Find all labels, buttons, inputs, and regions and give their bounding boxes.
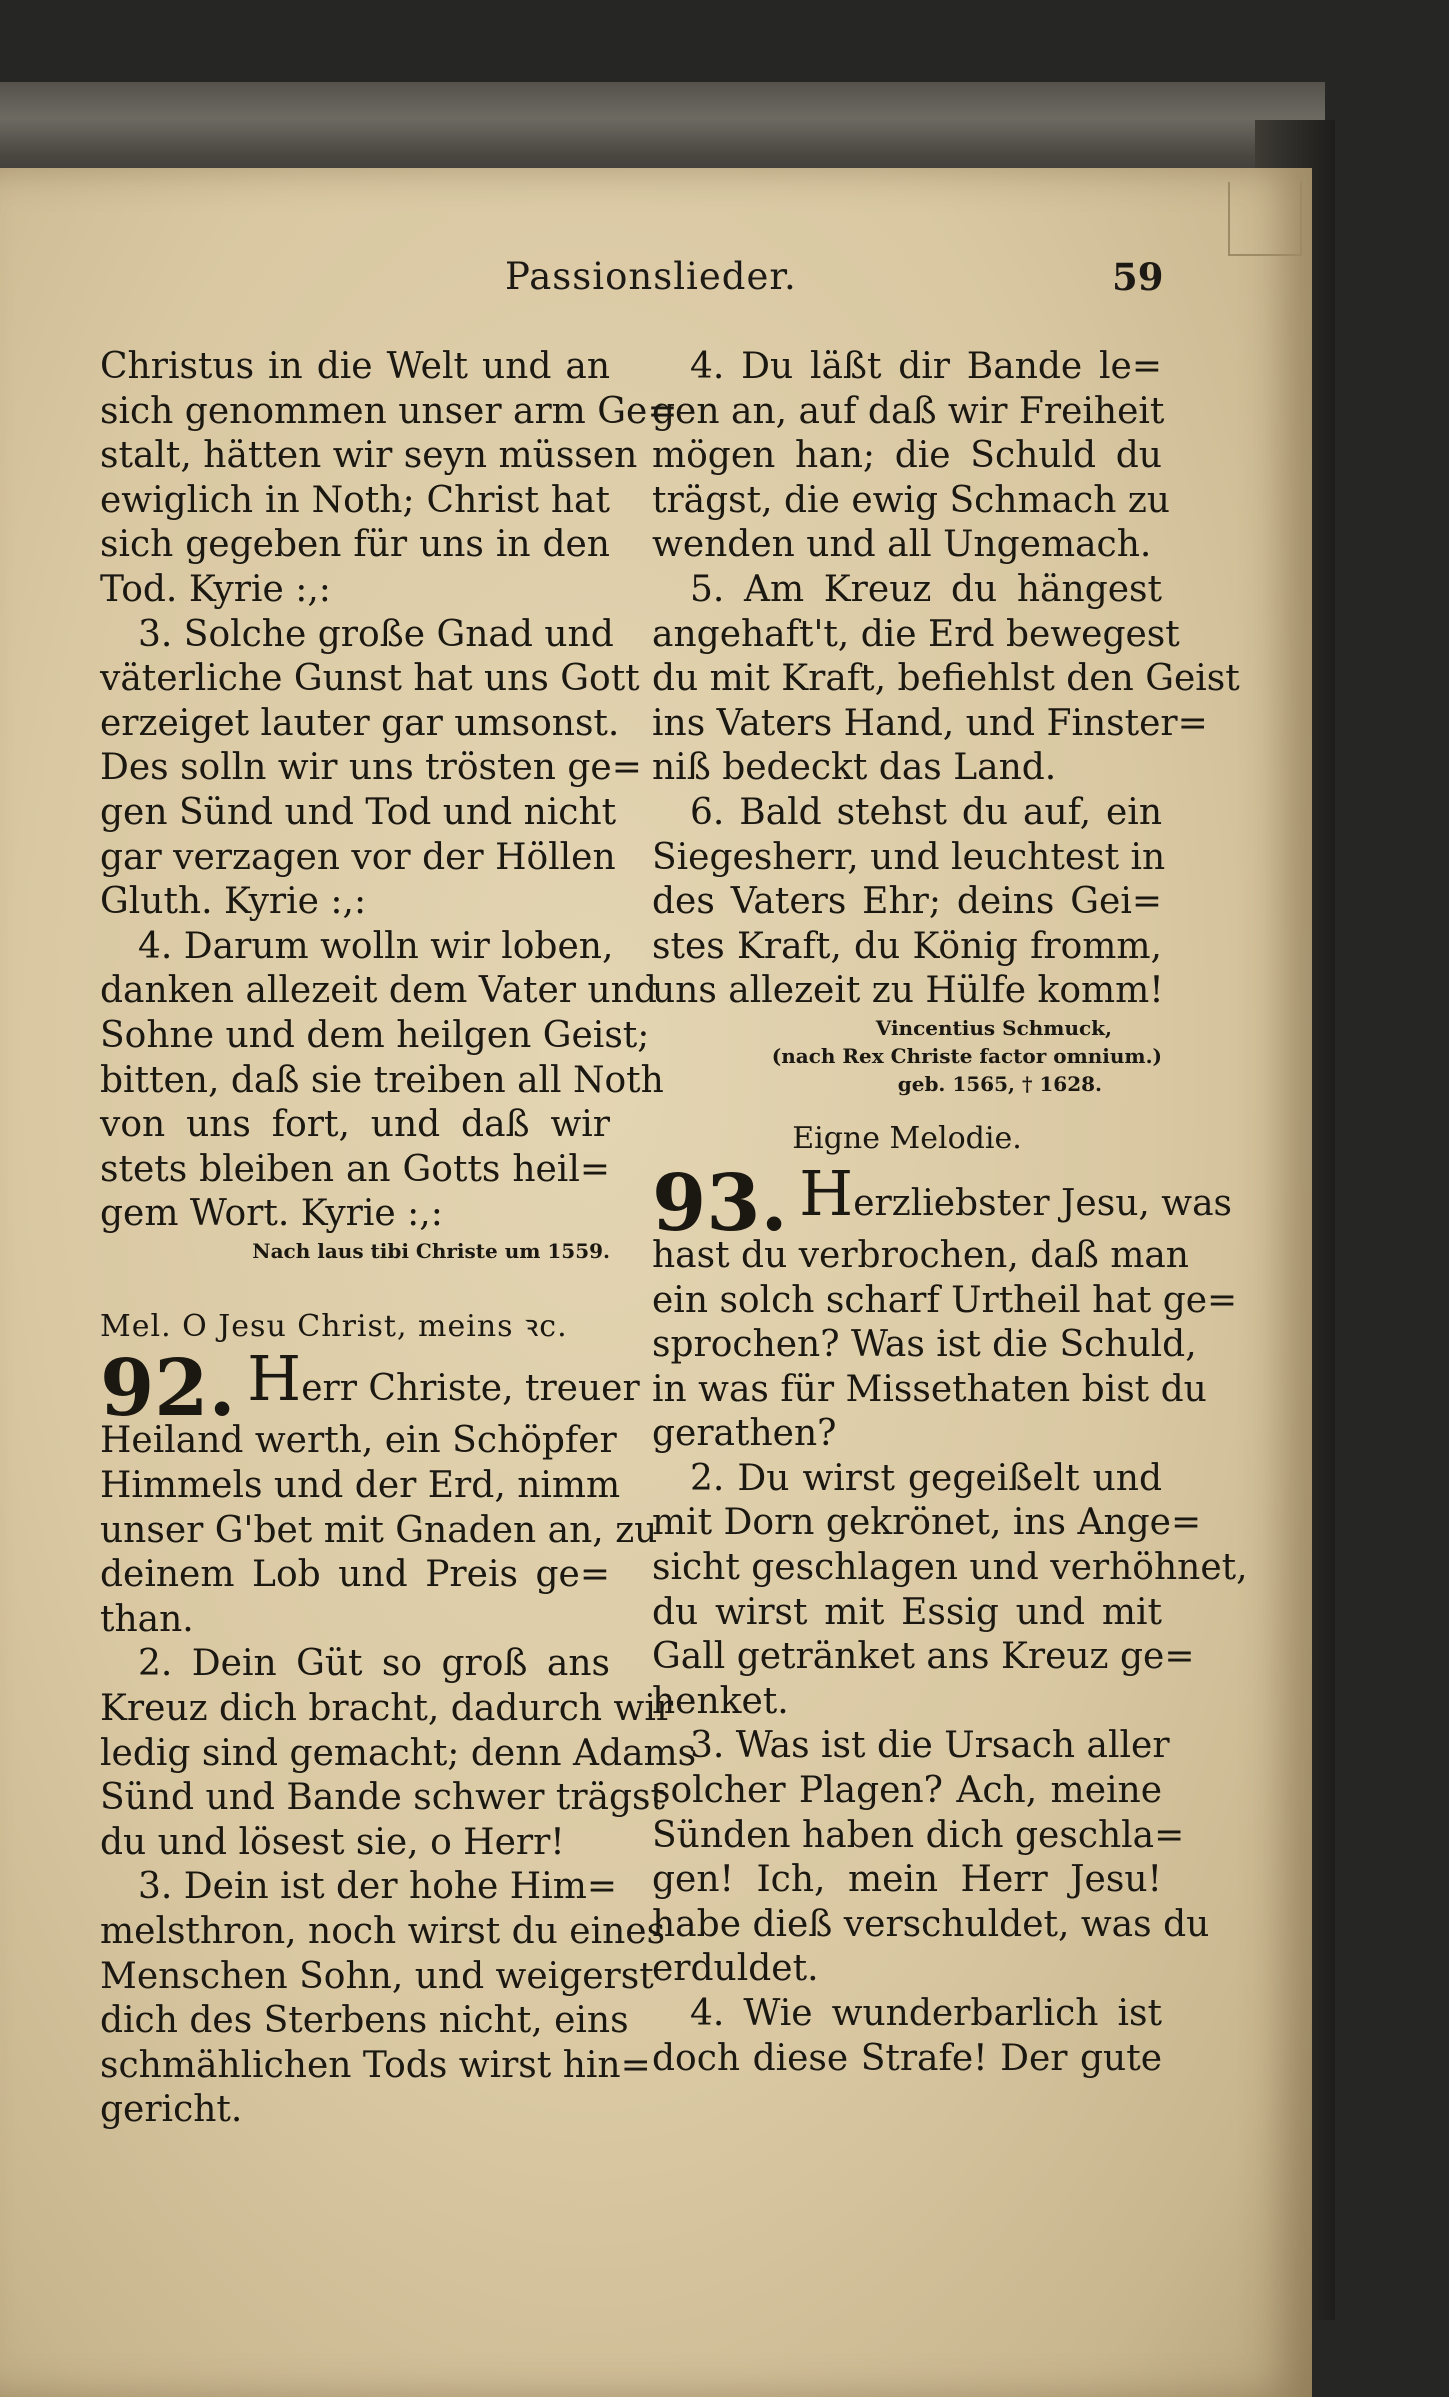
text-line: mögen han; die Schuld du xyxy=(652,435,1162,477)
drop-cap: H xyxy=(799,1156,854,1230)
text-line: ewiglich in Noth; Christ hat xyxy=(100,479,610,521)
text-line: Tod. Kyrie :,: xyxy=(100,568,331,610)
text-line: habe dieß verschuldet, was du xyxy=(652,1903,1210,1945)
text-line: gerathen? xyxy=(652,1413,837,1455)
hymn-first-line xyxy=(100,1342,640,1435)
drop-cap: H xyxy=(247,1342,302,1416)
text-line: Sünden haben dich geschla= xyxy=(652,1814,1185,1856)
text-line: stalt, hätten wir seyn müssen xyxy=(100,435,638,477)
hymn-first-line xyxy=(652,1156,1233,1249)
text-line: dich des Sterbens nicht, eins xyxy=(100,2000,629,2042)
text-line: uns allezeit zu Hülfe komm! xyxy=(652,970,1164,1012)
text-line: des Vaters Ehr; deins Gei= xyxy=(652,881,1162,923)
verse-start: 3. Solche große Gnad und xyxy=(138,613,614,655)
text-line: du wirst mit Essig und mit xyxy=(652,1591,1162,1633)
text-line: melsthron, noch wirst du eines xyxy=(100,1911,666,1952)
text-line: sich gegeben für uns in den xyxy=(100,524,610,566)
melody-reference: Mel. O Jesu Christ, meins ꝛc. xyxy=(100,1308,568,1344)
page-number: 59 xyxy=(1112,255,1164,299)
verse-start: 4. Du läßt dir Bande le= xyxy=(690,346,1162,387)
text-line: väterliche Gunst hat uns Gott xyxy=(100,658,640,700)
text-line: Kreuz dich bracht, dadurch wir xyxy=(100,1688,674,1730)
text-line: angehaft't, die Erd bewegest xyxy=(652,613,1180,655)
text-line: stets bleiben an Gotts heil= xyxy=(100,1148,610,1190)
hymn-number: 93. xyxy=(652,1157,788,1249)
text-line: wenden und all Ungemach. xyxy=(652,524,1152,566)
text-line: niß bedeckt das Land. xyxy=(652,747,1057,789)
text-line: henket. xyxy=(652,1680,789,1722)
text-line: gen Sünd und Tod und nicht xyxy=(100,791,617,833)
text-line: Gluth. Kyrie :,: xyxy=(100,881,367,923)
text-line: mit Dorn gekrönet, ins Ange= xyxy=(652,1502,1202,1544)
text-line: in was für Missethaten bist du xyxy=(652,1368,1207,1410)
text-line: hast du verbrochen, daß man xyxy=(652,1234,1189,1276)
running-title: Passionslieder. xyxy=(505,255,797,298)
text-line: ins Vaters Hand, und Finster= xyxy=(652,702,1208,744)
text-line: sicht geschlagen und verhöhnet, xyxy=(652,1547,1248,1589)
verse-start: 6. Bald stehst du auf, ein xyxy=(690,791,1162,833)
text-line: gen an, auf daß wir Freiheit xyxy=(652,390,1165,432)
text-line: deinem Lob und Preis ge= xyxy=(100,1554,610,1596)
verse-start: 2. Dein Güt so groß ans xyxy=(138,1643,610,1685)
verse-start: 3. Dein ist der hohe Him= xyxy=(138,1866,618,1908)
text-line: Heiland werth, ein Schöpfer xyxy=(100,1420,617,1462)
text-line: du und lösest sie, o Herr! xyxy=(100,1821,565,1863)
text-line: von uns fort, und daß wir xyxy=(100,1104,610,1146)
text-line: Sünd und Bande schwer trägst xyxy=(100,1777,665,1819)
verse-start: 4. Darum wolln wir loben, xyxy=(138,925,614,967)
melody-label: Eigne Melodie. xyxy=(792,1120,1022,1156)
text-line: Himmels und der Erd, nimm xyxy=(100,1465,621,1507)
text-line: Sohne und dem heilgen Geist; xyxy=(100,1014,650,1056)
author-dates: geb. 1565, † 1628. xyxy=(897,1071,1102,1096)
text-line: gem Wort. Kyrie :,: xyxy=(100,1193,443,1235)
verse-start: 5. Am Kreuz du hängest xyxy=(690,568,1162,610)
text-line: danken allezeit dem Vater und xyxy=(100,970,657,1012)
text-line: du mit Kraft, befiehlst den Geist xyxy=(652,658,1240,700)
text-line: sich genommen unser arm Ge= xyxy=(100,390,678,432)
page-header xyxy=(0,255,1312,315)
text-line: schmählichen Tods wirst hin= xyxy=(100,2044,651,2086)
verse-start: 4. Wie wunderbarlich ist xyxy=(690,1993,1162,2034)
hymn-source: Nach laus tibi Christe um 1559. xyxy=(252,1238,610,1263)
text-line: erzeiget lauter gar umsonst. xyxy=(100,702,620,744)
text-line: Menschen Sohn, und weigerst xyxy=(100,1955,654,1997)
text-line: ledig sind gemacht; denn Adams xyxy=(100,1732,697,1774)
verse-start: 2. Du wirst gegeißelt und xyxy=(690,1457,1162,1499)
text-line: erduldet. xyxy=(652,1948,819,1990)
text-line: trägst, die ewig Schmach zu xyxy=(652,479,1170,521)
author-name: Vincentius Schmuck, xyxy=(875,1015,1112,1040)
text-line: gericht. xyxy=(100,2089,243,2131)
text-line: Gall getränket ans Kreuz ge= xyxy=(652,1636,1195,1678)
text-line: sprochen? Was ist die Schuld, xyxy=(652,1324,1197,1366)
text-line: solcher Plagen? Ach, meine xyxy=(652,1770,1162,1812)
left-column xyxy=(100,345,697,2133)
right-column xyxy=(652,345,1248,2081)
first-line-text: erzliebster Jesu, was xyxy=(853,1182,1233,1224)
text-line: Siegesherr, und leuchtest in xyxy=(652,836,1166,878)
text-line: gen! Ich, mein Herr Jesu! xyxy=(652,1859,1162,1901)
text-line: than. xyxy=(100,1598,194,1640)
page-corner-fold xyxy=(1228,182,1302,256)
text-line: unser G'bet mit Gnaden an, zu xyxy=(100,1509,658,1551)
source-note: (nach Rex Christe factor omnium.) xyxy=(771,1043,1162,1068)
text-line: stes Kraft, du König fromm, xyxy=(652,925,1162,967)
text-line: ein solch scharf Urtheil hat ge= xyxy=(652,1279,1238,1321)
text-line: doch diese Strafe! Der gute xyxy=(652,2037,1162,2079)
text-line: gar verzagen vor der Höllen xyxy=(100,836,616,878)
first-line-text: err Christe, treuer xyxy=(301,1368,640,1410)
hymn-number: 92. xyxy=(100,1343,236,1435)
text-line: Christus in die Welt und an xyxy=(100,346,610,387)
verse-start: 3. Was ist die Ursach aller xyxy=(690,1725,1170,1767)
text-line: Des solln wir uns trösten ge= xyxy=(100,747,642,789)
text-line: bitten, daß sie treiben all Noth xyxy=(100,1059,664,1101)
